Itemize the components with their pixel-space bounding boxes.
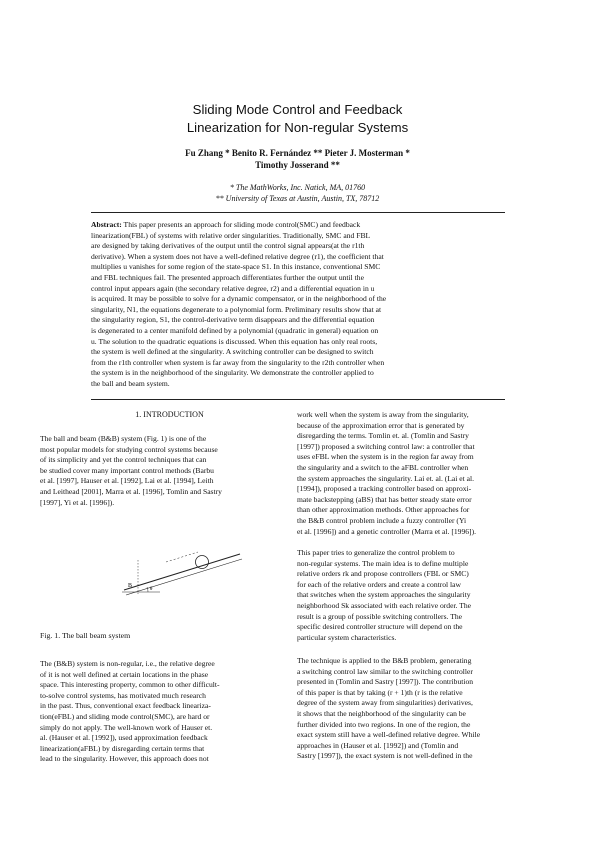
left-column-paragraph-2 xyxy=(40,659,299,765)
abstract-line: derivative). When a system does not have a well-defined relative degree (r1), the coefficient that xyxy=(91,251,384,261)
authors-line: Timothy Josserand ** xyxy=(255,160,340,170)
body-line: the B&B control problem include a fuzzy controller (Yi xyxy=(297,515,467,525)
affiliation-line: ** University of Texas at Austin, Austin, TX, 78712 xyxy=(215,194,380,203)
abstract-line: the singularity region, S1, the control-derivative term disappears and the differential equation xyxy=(91,315,375,325)
abstract-line: is degenerated to a center manifold defined by a polynomial (quadratic in general) equation on xyxy=(91,325,379,335)
body-line: that switches when the system approaches the singularity xyxy=(297,590,471,600)
beam-edge xyxy=(126,559,242,595)
body-line: particular system characteristics. xyxy=(297,632,397,642)
abstract-line: singularity, N1, the equations degenerate to a polynomial form. Preliminary results show that at xyxy=(91,304,382,314)
body-line: [1994]), proposed a tracking controller based on approxi- xyxy=(297,484,472,494)
body-line: specific desired controller structure will depend on the xyxy=(297,622,463,632)
body-line: Sastry [1997]), the exact system is not well-defined in the xyxy=(297,751,473,761)
abstract-line: u. The solution to the quadratic equations is discussed. When this equation has only real roots, xyxy=(91,336,378,346)
abstract-label: Abstract: xyxy=(91,220,122,229)
title-line: Linearization for Non-regular Systems xyxy=(186,120,409,135)
abstract-line xyxy=(91,220,505,231)
body-line: it shows that the neighborhood of the singularity can be xyxy=(297,708,466,718)
body-line: neighborhood Sk associated with each relative order. The xyxy=(297,600,472,610)
abstract-line: and FBL techniques fail. The presented approach differentiates further the output until the xyxy=(91,272,364,282)
body-line: The (B&B) system is non-regular, i.e., the relative degree xyxy=(40,659,215,668)
body-line: non-regular systems. The main idea is to define multiple xyxy=(297,558,469,568)
angle-label: θ xyxy=(150,587,153,592)
body-line: to-solve control systems, has motivated much research xyxy=(40,690,206,700)
abstract-top-rule xyxy=(91,212,505,213)
affiliations xyxy=(40,182,555,204)
right-column-paragraph-3 xyxy=(297,656,556,762)
body-line: for each of the relative orders and create a control law xyxy=(297,579,462,589)
body-line: be studied cover many important control methods (Barbu xyxy=(40,465,214,475)
body-line: of this paper is that by taking (r + 1)th (r is the relative xyxy=(297,687,463,697)
abstract-line: are designed by taking derivatives of the output until the control signal appears(at the r1th xyxy=(91,241,365,251)
right-column-paragraph-2 xyxy=(297,548,556,643)
body-line: disregarding the terms. Tomlin et. al. (Tomlin and Sastry xyxy=(297,431,469,441)
abstract-line: from the r1th controller when system is far away from the singularity to the r2th controller when xyxy=(91,357,385,367)
abstract-line: linearization(FBL) of systems with relative order singularities. Traditionally, SMC and FBL xyxy=(91,230,371,240)
abstract-line: the ball and beam system. xyxy=(91,378,170,388)
body-line: This paper tries to generalize the control problem to xyxy=(297,548,455,557)
body-line: the singularity and a switch to the aFBL controller when xyxy=(297,462,469,472)
abstract-text: This paper presents an approach for sliding mode control(SMC) and feedback xyxy=(121,220,361,229)
ball-label: B xyxy=(128,583,133,589)
body-line: a switching control law similar to the switching controller xyxy=(297,666,473,676)
body-line: exact system still have a well-defined relative degree. While xyxy=(297,730,481,740)
beam-line xyxy=(124,554,240,590)
paper-title xyxy=(40,101,555,137)
abstract-line: the system is in the neighborhood of the singularity. We demonstrate the controller applied to xyxy=(91,368,374,378)
body-line: relative orders rk and propose controllers (FBL or SMC) xyxy=(297,569,469,579)
left-column-paragraph-1 xyxy=(40,434,299,508)
body-line: result is a group of possible switching controllers. The xyxy=(297,611,462,621)
body-line: because of the approximation error that is generated by xyxy=(297,420,465,430)
dashed-reference xyxy=(166,552,198,562)
abstract-line: the system is well defined at the singularity. A switching controller can be designed to switch xyxy=(91,347,374,357)
body-line: [1997], Yi et al. [1996]). xyxy=(40,497,115,507)
body-line: tion(eFBL) and sliding mode control(SMC), are hard or xyxy=(40,711,210,721)
body-line: most popular models for studying control systems because xyxy=(40,444,218,454)
body-line: than other approximation methods. Other approaches for xyxy=(297,505,470,515)
body-line: uses eFBL when the system is in the region far away from xyxy=(297,452,474,462)
figure-caption: Fig. 1. The ball beam system xyxy=(40,631,131,640)
authors-line: Fu Zhang * Benito R. Fernández ** Pieter J. Mosterman * xyxy=(185,148,410,158)
section-heading-introduction: 1. INTRODUCTION xyxy=(135,410,204,419)
angle-arc xyxy=(147,587,148,592)
body-line: of it is not well defined at certain locations in the phase xyxy=(40,669,209,679)
body-line: simply do not apply. The well-known work of Hauser et. xyxy=(40,722,213,732)
author-list xyxy=(40,147,555,171)
right-column-paragraph-1 xyxy=(297,410,556,537)
body-line: further divided into two regions. In one of the region, the xyxy=(297,719,471,729)
body-line: presented in (Tomlin and Sastry [1997]). The contribution xyxy=(297,677,474,687)
title-line: Sliding Mode Control and Feedback xyxy=(192,102,403,117)
body-line: et al. [1997], Hauser et al. [1992], Lai et al. [1994], Leith xyxy=(40,476,214,486)
body-line: al. (Hauser et al. [1992]), used approximation feedback xyxy=(40,733,208,743)
body-line: [1997]) proposed a switching control law: a controller that xyxy=(297,441,475,451)
body-line: the system approaches the singularity. Lai et. al. (Lai et al. xyxy=(297,473,475,483)
abstract xyxy=(91,220,505,390)
body-line: space. This interesting property, common to other difficult- xyxy=(40,680,220,690)
abstract-line: multiplies u vanishes for some region of the state-space S1. In this instance, conventional SMC xyxy=(91,262,381,272)
body-line: of its simplicity and yet the control techniques that can xyxy=(40,455,207,465)
body-line: and Leithead [2001], Marra et al. [1996], Tomlin and Sastry xyxy=(40,486,222,496)
body-line: degree of the system away from singularities) derivatives, xyxy=(297,698,473,708)
body-line: et al. [1996]) and a genetic controller (Marra et al. [1996]). xyxy=(297,526,477,536)
abstract-line: is acquired. It may be possible to solve for a dynamic compensator, or in the neighborhood of the xyxy=(91,294,387,304)
ball-beam-figure xyxy=(110,540,250,600)
ball-shape xyxy=(196,556,209,569)
body-line: work well when the system is away from the singularity, xyxy=(297,410,469,419)
body-line: approaches in (Hauser et al. [1992]) and (Tomlin and xyxy=(297,740,459,750)
body-line: The ball and beam (B&B) system (Fig. 1) is one of the xyxy=(40,434,207,443)
body-line: The technique is applied to the B&B problem, generating xyxy=(297,656,472,665)
abstract-line: control input appears again (the secondary relative degree, r2) and a differential equation in u xyxy=(91,283,375,293)
affiliation-line: * The MathWorks, Inc. Natick, MA, 01760 xyxy=(229,183,366,192)
body-line: linearization(aFBL) by disregarding certain terms that xyxy=(40,743,205,753)
body-line: in the past. Thus, conventional exact feedback lineariza- xyxy=(40,701,211,711)
abstract-bottom-rule xyxy=(91,399,505,400)
body-line: lead to the singularity. However, this approach does not xyxy=(40,754,209,764)
body-line: mate backstepping (aBS) that has better steady state error xyxy=(297,494,472,504)
